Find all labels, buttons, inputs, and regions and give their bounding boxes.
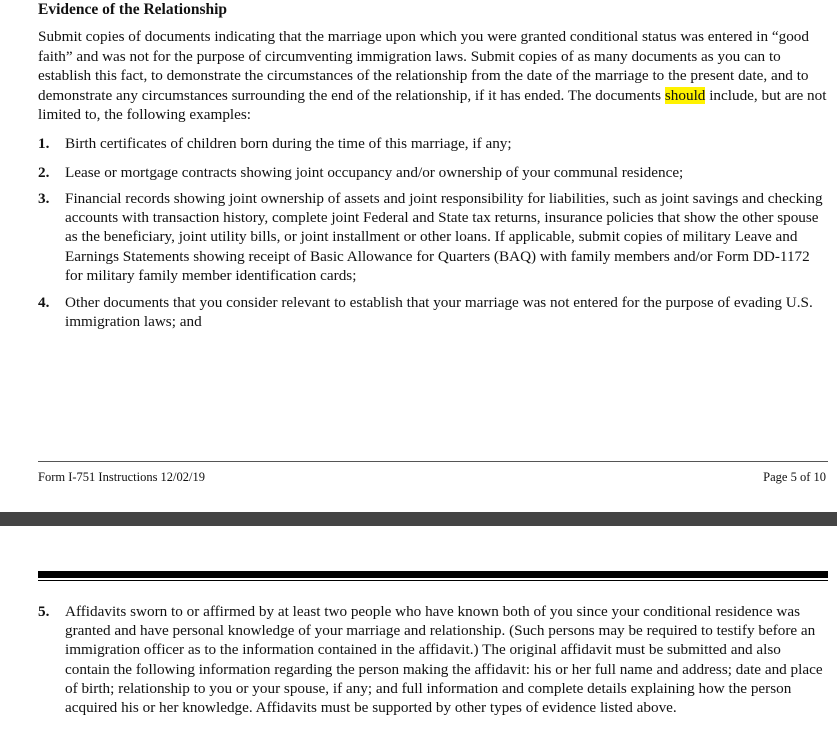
intro-text-before: Submit copies of documents indicating that the marriage upon which you were granted conditional status was entered in “good faith” and was not for the purpose of circumventing immigration laws. Submit copies of as many documents as you can to establish this fact, to demonstrate the circumstances of the relationship from the date of the marriage to the present date, and to demonstrate any circumstances surrounding the end of the relationship, if it has ended. The documents: [38, 28, 809, 104]
list-item-number: 3.: [38, 190, 50, 207]
list-item-text: Birth certificates of children born during the time of this marriage, if any;: [65, 135, 512, 152]
list-item: [38, 602, 828, 717]
highlighted-word[interactable]: should: [664, 86, 706, 104]
list-item-text: Financial records showing joint ownership of assets and joint responsibility for liabilities, such as joint savings and checking accounts with transaction history, complete joint Federal and State tax returns, insurance policies that show the other spouse as the beneficiary, joint utility bills, or joint installment or other loans. If applicable, submit copies of military Leave and Earnings Statements showing receipt of Basic Allowance for Quarters (BAQ) with family members and/or Form DD-1172 for military family member identification cards;: [65, 190, 823, 284]
footer-form-label: Form I-751 Instructions 12/02/19: [38, 470, 206, 484]
header-divider-thick: [38, 571, 828, 578]
list-item-text: Affidavits sworn to or affirmed by at least two people who have known both of you since your conditional residence was granted and have personal knowledge of your marriage and relationship. (Such persons may be required to testify before an immigration officer as to the information contained in the affidavit.) The original affidavit must be submitted and also contain the following information regarding the person making the affidavit: his or her full name and address; date and place of birth; relationship to you or your spouse, if any; and full information and complete details explaining how the person acquired his or her knowledge. Affidavits must be supported by other types of evidence listed above.: [65, 603, 823, 717]
list-item-number: 2.: [38, 164, 50, 181]
list-item: [38, 163, 828, 182]
page-separator: [0, 512, 837, 526]
list-item-text: Other documents that you consider relevant to establish that your marriage was not entered for the purpose of evading U.S. immigration laws; and: [65, 294, 813, 331]
intro-paragraph: [38, 27, 828, 125]
list-item-number: 5.: [38, 603, 50, 620]
list-item: [38, 189, 828, 285]
list-item: [38, 293, 828, 331]
intro-text-after: include, but are not limited to, the following examples:: [38, 86, 827, 123]
list-item-number: 1.: [38, 135, 50, 152]
header-divider-thin: [38, 580, 828, 581]
footer-page-number: Page 5 of 10: [763, 470, 826, 484]
footer-divider: [38, 461, 828, 462]
list-item-text: Lease or mortgage contracts showing joint occupancy and/or ownership of your communal residence;: [65, 164, 684, 181]
list-item: [38, 134, 828, 153]
document-page-6: [0, 526, 837, 750]
list-item-number: 4.: [38, 294, 50, 311]
section-heading: Evidence of the Relationship: [38, 1, 228, 18]
